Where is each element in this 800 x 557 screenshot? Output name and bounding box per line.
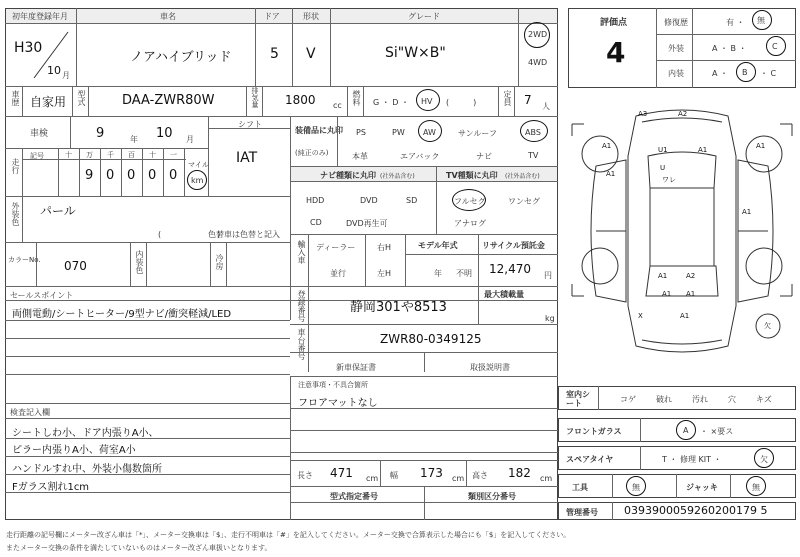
door-label: ドア xyxy=(264,12,280,21)
color-no-value: 070 xyxy=(64,259,87,273)
repair-label: 修復歴 xyxy=(664,18,688,27)
registration-value: 静岡301や8513 xyxy=(350,300,447,315)
import-parallel: 並行 xyxy=(330,269,346,278)
grade-label: グレード xyxy=(408,12,440,21)
shift-label: シフト xyxy=(238,120,262,129)
mileage-digit: 0 xyxy=(169,168,178,183)
tv-label: TV種類に丸印 xyxy=(446,171,498,180)
interior-options-c: ・ C xyxy=(760,69,777,78)
mileage-sign-label: 記号 xyxy=(30,152,44,160)
equip-pw: PW xyxy=(392,128,405,137)
inspector-line-2: ピラー内張りA小、荷室A小 xyxy=(12,445,136,456)
windshield-label: フロントガラス xyxy=(566,427,622,436)
inspection-month: 10 xyxy=(156,126,173,141)
car-name: ノアハイブリッド xyxy=(130,50,232,65)
mark-a1-l1: A1 xyxy=(606,170,616,178)
navi-label: ナビ種類に丸印 xyxy=(320,171,376,180)
color-no-label: カラーNo. xyxy=(8,256,41,264)
model-label: 型式 xyxy=(77,90,86,106)
tv-oneseg: ワンセグ xyxy=(508,197,540,206)
inspector-line-1: シートしわ小、ドア内張りA小、 xyxy=(12,428,159,439)
recycle-value: 12,470 xyxy=(489,262,531,276)
height-label: 高さ xyxy=(472,471,488,480)
sheet-scorch: コゲ xyxy=(620,395,636,404)
import-dealer: ディーラー xyxy=(316,243,356,252)
tv-fullseg: フルセグ xyxy=(454,197,486,206)
spare-tire-label: スペアタイヤ xyxy=(566,455,614,464)
footer-line-1: 走行距離の記号欄にメーター改ざん車は「*」、メーター交換車は「$」、走行不明車は「#」を記入してください。メーター交換で合算表示した場合にも「$」を記入してください。 xyxy=(6,531,571,539)
footer-line-2: またメーター交換の条件を満たしていないものはメーター改ざん車扱いとなります。 xyxy=(6,544,272,552)
exterior-label: 外装 xyxy=(668,44,684,53)
mark-x: X xyxy=(638,312,643,320)
shape-label: 形状 xyxy=(303,12,319,21)
sales-points-text: 両側電動/シートヒーター/9型ナビ/衝突軽減/LED xyxy=(12,309,232,320)
fuel-hv: HV xyxy=(421,97,433,106)
shape-value: V xyxy=(306,46,316,62)
mark-a1-r1: A1 xyxy=(742,208,752,216)
owner-manual: 取扱説明書 xyxy=(470,363,510,372)
mileage-digit-label: 千 xyxy=(107,151,114,159)
interior-label: 内装 xyxy=(668,69,684,78)
registration-label: 登録番号 xyxy=(297,290,306,322)
windshield-a: A xyxy=(683,426,689,435)
first-reg-month-unit: 月 xyxy=(62,71,70,80)
navi-cd: CD xyxy=(310,218,322,227)
navi-dvd-play: DVD再生可 xyxy=(346,219,388,228)
mark-a2-front: A2 xyxy=(678,110,688,118)
mark-u: U xyxy=(660,164,666,172)
chassis-value: ZWR80-0349125 xyxy=(380,332,482,346)
sheet-hole: 穴 xyxy=(728,395,736,404)
drive-4wd: 4WD xyxy=(528,58,548,67)
tools-label: 工具 xyxy=(572,483,588,492)
mark-u1: U1 xyxy=(658,146,668,154)
interior-b: B xyxy=(742,68,748,77)
first-reg-era: H30 xyxy=(14,40,43,56)
use-label: 車歴 xyxy=(11,90,20,106)
sheet-tear: 破れ xyxy=(656,395,672,404)
sales-points-label: セールスポイント xyxy=(10,291,74,300)
mileage-digit: 0 xyxy=(148,168,157,183)
use-value: 自家用 xyxy=(30,95,67,109)
windshield-option: ・ ×要ス xyxy=(700,427,734,436)
sheet-scratch: キズ xyxy=(756,395,772,404)
mileage-digit-label: 一 xyxy=(170,151,177,159)
jack-label: ジャッキ xyxy=(686,483,718,492)
navi-dvd: DVD xyxy=(360,196,378,205)
inspection-label: 車検 xyxy=(30,129,49,139)
max-load-unit: kg xyxy=(545,314,555,323)
width-label: 幅 xyxy=(390,471,398,480)
inspector-line-3: ハンドルすれ中、外装小傷数箇所 xyxy=(12,464,162,475)
import-lh: 左H xyxy=(377,269,392,278)
length-unit: cm xyxy=(366,474,379,483)
equip-ps: PS xyxy=(356,128,366,137)
height-unit: cm xyxy=(540,474,553,483)
color-note: 色替車は色替と記入 xyxy=(208,230,280,239)
equipment-sub: (純正のみ) xyxy=(295,149,329,157)
model-year-unknown: 不明 xyxy=(456,269,472,278)
first-reg-month: 10 xyxy=(47,64,61,77)
recycle-label: リサイクル預託金 xyxy=(482,241,545,250)
navi-hdd: HDD xyxy=(306,196,325,205)
repair-options: 有 ・ xyxy=(726,18,745,27)
sheet-stain: 汚れ xyxy=(692,395,708,404)
navi-sd: SD xyxy=(406,196,418,205)
notes-value: フロアマットなし xyxy=(298,398,378,409)
door-value: 5 xyxy=(270,46,279,62)
exterior-options: A ・ B ・ xyxy=(712,44,747,53)
width-unit: cm xyxy=(452,474,465,483)
equip-abs: ABS xyxy=(525,128,541,137)
mark-a2-rear: A2 xyxy=(686,272,696,280)
equip-tv: TV xyxy=(528,151,539,160)
mark-crack: ワレ xyxy=(662,176,676,184)
mileage-digit: 9 xyxy=(85,168,94,183)
km-unit: km xyxy=(191,176,204,185)
mileage-digit: 0 xyxy=(106,168,115,183)
length-label: 長さ xyxy=(297,471,313,480)
recycle-unit: 円 xyxy=(544,271,552,280)
equip-navi: ナビ xyxy=(476,152,492,161)
inspection-year: 9 xyxy=(96,126,105,141)
interior-sheet-label: 室内シート xyxy=(566,390,590,408)
displacement-value: 1800 xyxy=(285,93,316,107)
equip-airbag: エアバック xyxy=(400,152,440,161)
mark-a3: A3 xyxy=(638,110,648,118)
class-num-label: 類別区分番号 xyxy=(468,492,516,501)
management-value: 0393900059260200179 5 xyxy=(624,504,768,517)
mark-a1-fr: A1 xyxy=(756,142,766,150)
length-value: 471 xyxy=(330,466,353,480)
mark-a1-fl: A1 xyxy=(602,142,612,150)
equip-aw: AW xyxy=(423,128,436,137)
import-rh: 右H xyxy=(377,243,392,252)
inspector-label: 検査記入欄 xyxy=(10,408,50,417)
fuel-options: G ・ D ・ xyxy=(373,98,409,107)
shift-value: IAT xyxy=(236,150,258,166)
exterior-c: C xyxy=(772,42,778,51)
car-damage-diagram xyxy=(566,96,798,374)
fuel-label: 燃料 xyxy=(352,90,361,106)
max-load-label: 最大積載量 xyxy=(484,290,524,299)
height-value: 182 xyxy=(508,466,531,480)
equip-sunroof: サンルーフ xyxy=(458,129,497,138)
inspection-year-unit: 年 xyxy=(130,135,138,144)
capacity-value: 7 xyxy=(524,93,532,107)
drive-2wd: 2WD xyxy=(528,30,548,39)
equip-leather: 本革 xyxy=(352,152,368,161)
import-label: 輸入車 xyxy=(297,240,306,264)
interior-color-label: 内装色 xyxy=(135,250,144,274)
rating-value: 4 xyxy=(606,36,626,69)
color-note-paren: ( ) xyxy=(158,230,221,239)
cc-unit: cc xyxy=(333,101,342,110)
rating-label: 評価点 xyxy=(600,18,628,28)
model-year-unit: 年 xyxy=(434,269,442,278)
tv-analog: アナログ xyxy=(454,219,486,228)
mark-a1-r4: A1 xyxy=(680,312,690,320)
mark-a1-hood: A1 xyxy=(698,146,708,154)
first-reg-label: 初年度登録年月 xyxy=(12,12,68,21)
tv-sub: (社外品含む) xyxy=(505,173,540,180)
equipment-label: 装備品に丸印 xyxy=(295,126,343,135)
mileage-label: 走行 xyxy=(11,158,20,174)
model-year-label: モデル年式 xyxy=(418,241,458,250)
spare-tire-missing: 欠 xyxy=(760,455,768,464)
fuel-paren: ( ) xyxy=(446,98,477,107)
new-car-warranty: 新車保証書 xyxy=(336,363,376,372)
grade-value: Si"W×B" xyxy=(385,45,446,61)
inspector-line-4: Fガラス割れ1cm xyxy=(12,482,90,493)
capacity-unit: 人 xyxy=(542,102,550,111)
mileage-digit-label: 十 xyxy=(149,151,156,159)
mark-a1-rear: A1 xyxy=(658,272,668,280)
mileage-digit-label: 十 xyxy=(65,151,72,159)
navi-sub: (社外品含む) xyxy=(380,173,415,180)
width-value: 173 xyxy=(420,466,443,480)
jack-none: 無 xyxy=(752,483,760,492)
capacity-label: 定員 xyxy=(503,90,512,106)
mileage-digit-label: 万 xyxy=(86,151,93,159)
inspection-month-unit: 月 xyxy=(186,135,194,144)
tools-none: 無 xyxy=(632,483,640,492)
mark-a1-r2: A1 xyxy=(662,290,672,298)
type-num-label: 型式指定番号 xyxy=(330,492,378,501)
ac-label: 冷房 xyxy=(215,254,224,270)
mark-a1-r3: A1 xyxy=(686,290,696,298)
management-label: 管理番号 xyxy=(566,508,598,517)
notes-label: 注意事項・不具合箇所 xyxy=(298,381,368,389)
mileage-digit: 0 xyxy=(127,168,136,183)
displacement-label: 排気量 xyxy=(251,87,259,108)
repair-none: 無 xyxy=(757,16,765,25)
color-value: パール xyxy=(40,204,76,218)
chassis-label: 車台番号 xyxy=(297,328,306,360)
color-label: 外装色 xyxy=(11,202,20,226)
mile-label: マイル xyxy=(188,161,209,169)
interior-options-a: A ・ xyxy=(712,69,729,78)
mileage-digit-label: 百 xyxy=(128,151,135,159)
model-value: DAA-ZWR80W xyxy=(122,93,215,108)
spare-tire-option: T ・ 修理 KIT ・ xyxy=(662,455,722,464)
car-name-label: 車名 xyxy=(160,12,176,21)
mark-missing: 欠 xyxy=(764,322,771,330)
